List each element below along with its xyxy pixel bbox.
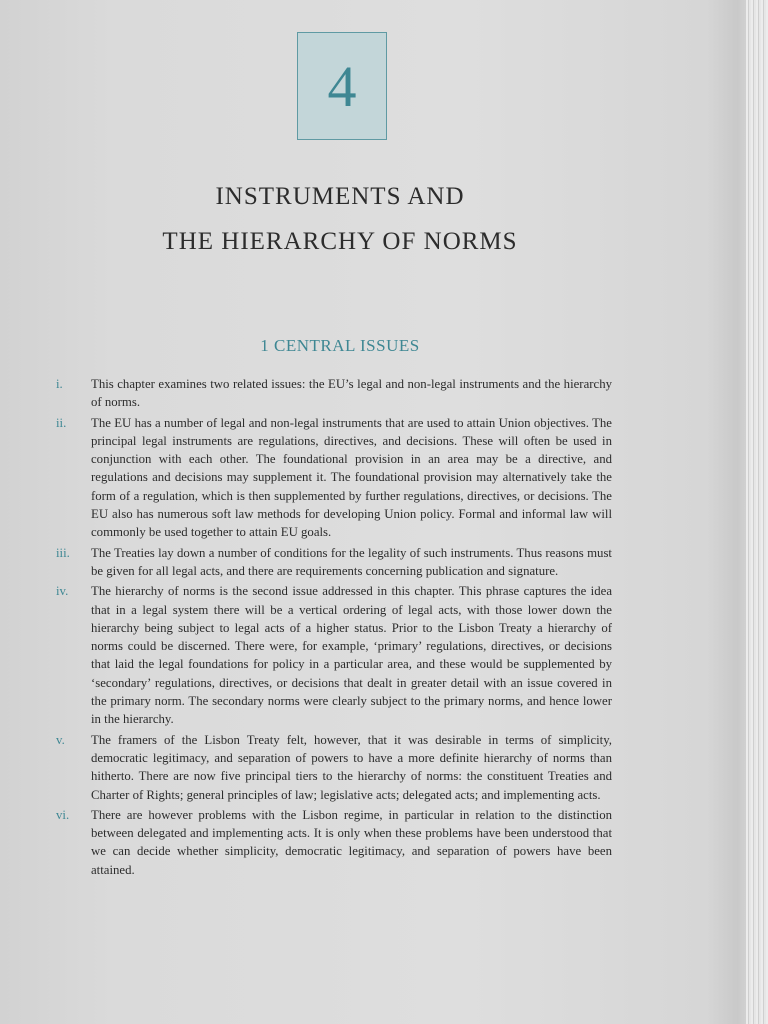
- chapter-title-line-1: INSTRUMENTS AND: [215, 183, 465, 210]
- list-item: [56, 414, 612, 542]
- item-text: The Treaties lay down a number of conditions for the legality of such instruments. Thus reasons must be given for all legal acts, and there are requirements concerning publication and signature.: [91, 545, 612, 578]
- list-item: [56, 806, 612, 879]
- item-number: ii.: [56, 415, 67, 430]
- chapter-number: 4: [327, 53, 357, 119]
- item-number: i.: [56, 377, 63, 391]
- item-number: v.: [56, 732, 65, 747]
- list-item: [56, 731, 612, 804]
- item-number: iii.: [56, 545, 70, 560]
- item-text: The EU has a number of legal and non-legal instruments that are used to attain Union objectives. The principal legal instruments are regulations, directives, and decisions. These will often be used in conjunction with each other. The foundational provision in an area may be a directive, and regulations and decisions may supplement it. The foundational provision may alternatively take the form of a regulation, which is then supplemented by further regulations, directives, or decisions. The EU also has numerous soft law methods for developing Union policy. Formal and informal law will commonly be used together to attain EU goals.: [91, 415, 612, 540]
- list-item: [56, 582, 612, 728]
- list-item: [56, 544, 612, 581]
- item-text: There are however problems with the Lisbon regime, in particular in relation to the distinction between delegated and implementing acts. It is only when these problems have been understood that we can decide whether simplicity, democratic legitimacy, and separation of powers have been attained.: [91, 807, 612, 877]
- section-heading: 1 CENTRAL ISSUES: [260, 336, 420, 355]
- page-edge: [746, 0, 768, 1024]
- item-text: This chapter examines two related issues: the EU’s legal and non-legal instruments and the hierarchy of norms.: [91, 377, 612, 410]
- chapter-number-box: [297, 32, 387, 140]
- list-item: [56, 375, 612, 412]
- item-text: The framers of the Lisbon Treaty felt, however, that it was desirable in terms of simplicity, democratic legitimacy, and separation of powers to have a more definite hierarchy of norms than hitherto. There are now five principal tiers to the hierarchy of norms: the constituent Treaties and Charter of Rights; general principles of law; legislative acts; delegated acts; and implementing acts.: [91, 732, 612, 802]
- chapter-title-line-2: THE HIERARCHY OF NORMS: [162, 228, 518, 255]
- item-number: iv.: [56, 584, 69, 599]
- item-number: vi.: [56, 807, 70, 822]
- central-issues-list: [56, 375, 612, 881]
- item-text: The hierarchy of norms is the second issue addressed in this chapter. This phrase captures the idea that in a legal system there will be a vertical ordering of legal acts, with those lower down the hierarchy being subject to legal acts of a higher status. Prior to the Lisbon Treaty a hierarchy of norms could be discerned. There were, for example, ‘primary’ regulations, directives, or decisions that laid the legal foundations for policy in a particular area, and these would be supplemented by ‘secondary’ regulations, directives, or decisions that dealt in greater detail with an issue covered in the primary norm. The secondary norms were clearly subject to the primary norms, and hence lower in the hierarchy.: [91, 584, 612, 727]
